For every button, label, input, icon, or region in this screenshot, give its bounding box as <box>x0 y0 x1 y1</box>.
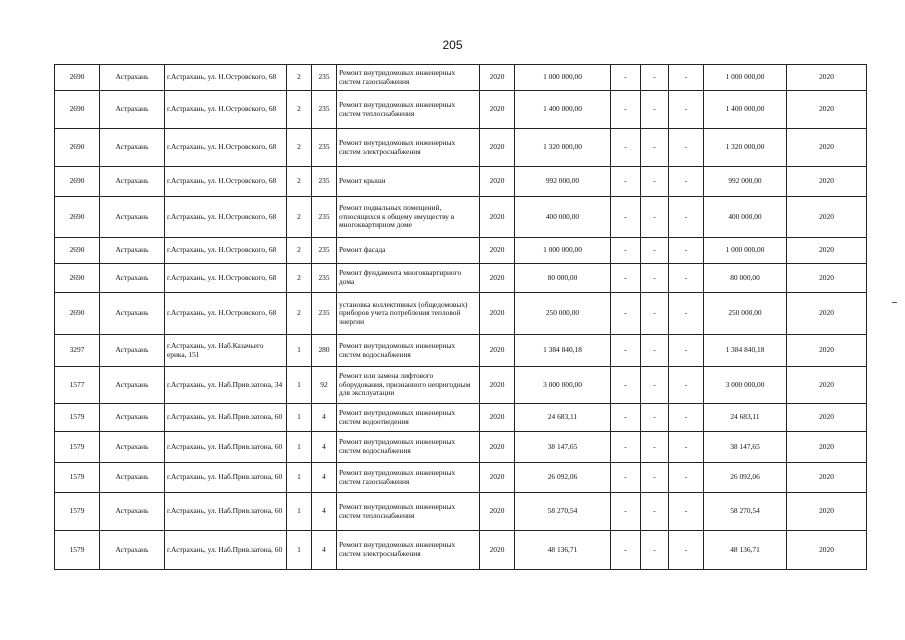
cell-dash: - <box>611 367 641 404</box>
page-number: 205 <box>442 38 463 52</box>
cell-completion-year: 2020 <box>787 493 867 531</box>
registry-table <box>54 64 867 570</box>
cell-completion-year: 2020 <box>787 65 867 91</box>
cell-apartments: 4 <box>312 531 337 570</box>
cell-dash: - <box>611 167 641 197</box>
cell-id: 2690 <box>55 91 100 129</box>
cell-cost: 26 092,06 <box>515 463 611 493</box>
cell-dash: - <box>669 167 704 197</box>
cell-year: 2020 <box>480 238 515 264</box>
cell-cost: 1 384 840,18 <box>515 335 611 367</box>
cell-dash: - <box>611 463 641 493</box>
cell-dash: - <box>641 167 669 197</box>
cell-year: 2020 <box>480 197 515 238</box>
cell-dash: - <box>611 65 641 91</box>
cell-address: г.Астрахань, ул. Н.Островского, 68 <box>165 167 287 197</box>
table-row <box>55 404 867 432</box>
cell-dash: - <box>669 91 704 129</box>
cell-dash: - <box>669 404 704 432</box>
cell-work-type: Ремонт внутридомовых инженерных систем водоснабжения <box>337 432 480 463</box>
cell-address: г.Астрахань, ул. Н.Островского, 68 <box>165 264 287 293</box>
cell-dash: - <box>669 493 704 531</box>
cell-apartments: 235 <box>312 65 337 91</box>
cell-cost: 1 000 000,00 <box>515 238 611 264</box>
cell-apartments: 235 <box>312 293 337 335</box>
cell-year: 2020 <box>480 167 515 197</box>
cell-dash: - <box>641 463 669 493</box>
cell-year: 2020 <box>480 91 515 129</box>
cell-dash: - <box>611 531 641 570</box>
cell-completion-year: 2020 <box>787 238 867 264</box>
cell-apartments: 235 <box>312 197 337 238</box>
cell-dash: - <box>669 293 704 335</box>
cell-section: 2 <box>287 197 312 238</box>
cell-section: 1 <box>287 367 312 404</box>
cell-section: 2 <box>287 65 312 91</box>
cell-id: 1577 <box>55 367 100 404</box>
cell-id: 1579 <box>55 432 100 463</box>
cell-work-type: Ремонт фундамента многоквартирного дома <box>337 264 480 293</box>
cell-work-type: Ремонт внутридомовых инженерных систем газоснабжения <box>337 65 480 91</box>
cell-completion-year: 2020 <box>787 367 867 404</box>
cell-address: г.Астрахань, ул. Наб.Прив.затона, 60 <box>165 493 287 531</box>
cell-apartments: 235 <box>312 129 337 167</box>
cell-dash: - <box>641 432 669 463</box>
cell-id: 2690 <box>55 197 100 238</box>
cell-dash: - <box>611 264 641 293</box>
cell-dash: - <box>641 404 669 432</box>
cell-section: 1 <box>287 335 312 367</box>
cell-address: г.Астрахань, ул. Н.Островского, 68 <box>165 293 287 335</box>
cell-dash: - <box>641 238 669 264</box>
cell-id: 2690 <box>55 167 100 197</box>
cell-section: 1 <box>287 493 312 531</box>
cell-address: г.Астрахань, ул. Н.Островского, 68 <box>165 197 287 238</box>
cell-id: 1579 <box>55 404 100 432</box>
cell-section: 2 <box>287 91 312 129</box>
cell-work-type: Ремонт или замена лифтового оборудования, признанного непригодным для эксплуатации <box>337 367 480 404</box>
cell-apartments: 4 <box>312 463 337 493</box>
cell-total: 58 270,54 <box>704 493 787 531</box>
cell-work-type: Ремонт внутридомовых инженерных систем газоснабжения <box>337 463 480 493</box>
table-row <box>55 367 867 404</box>
cell-dash: - <box>641 91 669 129</box>
cell-completion-year: 2020 <box>787 335 867 367</box>
cell-completion-year: 2020 <box>787 404 867 432</box>
cell-completion-year: 2020 <box>787 293 867 335</box>
cell-dash: - <box>669 531 704 570</box>
cell-city: Астрахань <box>100 404 165 432</box>
cell-year: 2020 <box>480 129 515 167</box>
cell-dash: - <box>641 197 669 238</box>
cell-city: Астрахань <box>100 432 165 463</box>
cell-total: 992 000,00 <box>704 167 787 197</box>
cell-address: г.Астрахань, ул. Наб.Прив.затона, 60 <box>165 531 287 570</box>
cell-id: 1579 <box>55 463 100 493</box>
cell-total: 250 000,00 <box>704 293 787 335</box>
cell-completion-year: 2020 <box>787 531 867 570</box>
cell-id: 2690 <box>55 238 100 264</box>
cell-cost: 400 000,00 <box>515 197 611 238</box>
table-row <box>55 264 867 293</box>
cell-dash: - <box>611 335 641 367</box>
cell-total: 400 000,00 <box>704 197 787 238</box>
table-row <box>55 531 867 570</box>
cell-cost: 3 000 000,00 <box>515 367 611 404</box>
cell-dash: - <box>669 65 704 91</box>
table-row <box>55 463 867 493</box>
cell-cost: 1 000 000,00 <box>515 65 611 91</box>
table-row <box>55 65 867 91</box>
cell-cost: 992 000,00 <box>515 167 611 197</box>
cell-work-type: Ремонт внутридомовых инженерных систем водоотведения <box>337 404 480 432</box>
cell-apartments: 4 <box>312 432 337 463</box>
cell-city: Астрахань <box>100 335 165 367</box>
cell-year: 2020 <box>480 335 515 367</box>
cell-address: г.Астрахань, ул. Н.Островского, 68 <box>165 91 287 129</box>
cell-completion-year: 2020 <box>787 91 867 129</box>
cell-section: 1 <box>287 432 312 463</box>
table-row <box>55 238 867 264</box>
cell-total: 38 147,65 <box>704 432 787 463</box>
cell-dash: - <box>611 129 641 167</box>
cell-dash: - <box>669 238 704 264</box>
cell-dash: - <box>641 264 669 293</box>
cell-dash: - <box>641 367 669 404</box>
cell-address: г.Астрахань, ул. Н.Островского, 68 <box>165 65 287 91</box>
cell-dash: - <box>611 432 641 463</box>
cell-dash: - <box>669 367 704 404</box>
cell-total: 1 384 840,18 <box>704 335 787 367</box>
cell-section: 2 <box>287 238 312 264</box>
cell-city: Астрахань <box>100 367 165 404</box>
cell-total: 24 683,11 <box>704 404 787 432</box>
cell-total: 1 000 000,00 <box>704 65 787 91</box>
cell-section: 1 <box>287 404 312 432</box>
cell-year: 2020 <box>480 531 515 570</box>
cell-dash: - <box>611 293 641 335</box>
table-row <box>55 335 867 367</box>
cell-cost: 48 136,71 <box>515 531 611 570</box>
cell-dash: - <box>611 404 641 432</box>
cell-dash: - <box>611 91 641 129</box>
cell-city: Астрахань <box>100 65 165 91</box>
cell-total: 1 320 000,00 <box>704 129 787 167</box>
cell-address: г.Астрахань, ул. Наб.Казачьего ерика, 151 <box>165 335 287 367</box>
cell-work-type: Ремонт внутридомовых инженерных систем водоснабжения <box>337 335 480 367</box>
cell-dash: - <box>611 238 641 264</box>
cell-completion-year: 2020 <box>787 197 867 238</box>
cell-section: 2 <box>287 167 312 197</box>
cell-cost: 250 000,00 <box>515 293 611 335</box>
cell-address: г.Астрахань, ул. Н.Островского, 68 <box>165 238 287 264</box>
cell-dash: - <box>641 493 669 531</box>
cell-total: 48 136,71 <box>704 531 787 570</box>
cell-cost: 38 147,65 <box>515 432 611 463</box>
cell-dash: - <box>669 335 704 367</box>
cell-dash: - <box>611 493 641 531</box>
cell-completion-year: 2020 <box>787 264 867 293</box>
cell-section: 1 <box>287 463 312 493</box>
cell-dash: - <box>641 65 669 91</box>
cell-cost: 80 000,00 <box>515 264 611 293</box>
cell-work-type: Ремонт подвальных помещений, относящихся к общему имуществу в многоквартирном доме <box>337 197 480 238</box>
cell-apartments: 235 <box>312 264 337 293</box>
cell-city: Астрахань <box>100 238 165 264</box>
table-row <box>55 129 867 167</box>
cell-dash: - <box>641 293 669 335</box>
cell-completion-year: 2020 <box>787 129 867 167</box>
cell-city: Астрахань <box>100 531 165 570</box>
cell-cost: 1 320 000,00 <box>515 129 611 167</box>
cell-address: г.Астрахань, ул. Н.Островского, 68 <box>165 129 287 167</box>
cell-city: Астрахань <box>100 493 165 531</box>
cell-apartments: 92 <box>312 367 337 404</box>
cell-year: 2020 <box>480 367 515 404</box>
cell-work-type: Ремонт крыши <box>337 167 480 197</box>
cell-section: 1 <box>287 531 312 570</box>
table-body <box>55 65 867 570</box>
table-row <box>55 197 867 238</box>
cell-work-type: установка коллективных (общедомовых) приборов учета потребления тепловой энергии <box>337 293 480 335</box>
cell-completion-year: 2020 <box>787 432 867 463</box>
cell-work-type: Ремонт внутридомовых инженерных систем теплоснабжения <box>337 493 480 531</box>
cell-apartments: 235 <box>312 238 337 264</box>
cell-id: 1579 <box>55 493 100 531</box>
cell-apartments: 235 <box>312 167 337 197</box>
cell-apartments: 280 <box>312 335 337 367</box>
cell-year: 2020 <box>480 432 515 463</box>
table-row <box>55 493 867 531</box>
cell-dash: - <box>669 264 704 293</box>
cell-section: 2 <box>287 293 312 335</box>
cell-city: Астрахань <box>100 293 165 335</box>
cell-work-type: Ремонт внутридомовых инженерных систем теплоснабжения <box>337 91 480 129</box>
cell-address: г.Астрахань, ул. Наб.Прив.затона, 60 <box>165 404 287 432</box>
cell-total: 1 000 000,00 <box>704 238 787 264</box>
cell-city: Астрахань <box>100 197 165 238</box>
margin-mark <box>892 302 897 303</box>
cell-total: 80 000,00 <box>704 264 787 293</box>
cell-dash: - <box>641 129 669 167</box>
cell-city: Астрахань <box>100 129 165 167</box>
cell-year: 2020 <box>480 404 515 432</box>
cell-city: Астрахань <box>100 463 165 493</box>
cell-work-type: Ремонт внутридомовых инженерных систем электроснабжения <box>337 531 480 570</box>
cell-year: 2020 <box>480 293 515 335</box>
cell-apartments: 4 <box>312 493 337 531</box>
cell-dash: - <box>611 197 641 238</box>
cell-address: г.Астрахань, ул. Наб.Прив.затона, 34 <box>165 367 287 404</box>
cell-dash: - <box>641 335 669 367</box>
cell-id: 1579 <box>55 531 100 570</box>
cell-dash: - <box>641 531 669 570</box>
cell-id: 2690 <box>55 293 100 335</box>
table-row <box>55 91 867 129</box>
cell-address: г.Астрахань, ул. Наб.Прив.затона, 60 <box>165 463 287 493</box>
cell-id: 2690 <box>55 65 100 91</box>
cell-id: 2690 <box>55 264 100 293</box>
cell-dash: - <box>669 197 704 238</box>
cell-id: 3297 <box>55 335 100 367</box>
cell-year: 2020 <box>480 493 515 531</box>
cell-year: 2020 <box>480 264 515 293</box>
cell-section: 2 <box>287 129 312 167</box>
cell-completion-year: 2020 <box>787 463 867 493</box>
cell-cost: 58 270,54 <box>515 493 611 531</box>
cell-cost: 24 683,11 <box>515 404 611 432</box>
cell-dash: - <box>669 129 704 167</box>
cell-total: 26 092,06 <box>704 463 787 493</box>
cell-cost: 1 400 000,00 <box>515 91 611 129</box>
cell-total: 3 000 000,00 <box>704 367 787 404</box>
cell-apartments: 235 <box>312 91 337 129</box>
cell-section: 2 <box>287 264 312 293</box>
cell-completion-year: 2020 <box>787 167 867 197</box>
table-row <box>55 432 867 463</box>
cell-city: Астрахань <box>100 167 165 197</box>
cell-dash: - <box>669 432 704 463</box>
cell-apartments: 4 <box>312 404 337 432</box>
cell-total: 1 400 000,00 <box>704 91 787 129</box>
cell-city: Астрахань <box>100 264 165 293</box>
cell-address: г.Астрахань, ул. Наб.Прив.затона, 60 <box>165 432 287 463</box>
table-row <box>55 293 867 335</box>
cell-work-type: Ремонт фасада <box>337 238 480 264</box>
table-row <box>55 167 867 197</box>
cell-city: Астрахань <box>100 91 165 129</box>
cell-year: 2020 <box>480 463 515 493</box>
cell-id: 2690 <box>55 129 100 167</box>
cell-year: 2020 <box>480 65 515 91</box>
cell-dash: - <box>669 463 704 493</box>
cell-work-type: Ремонт внутридомовых инженерных систем электроснабжения <box>337 129 480 167</box>
